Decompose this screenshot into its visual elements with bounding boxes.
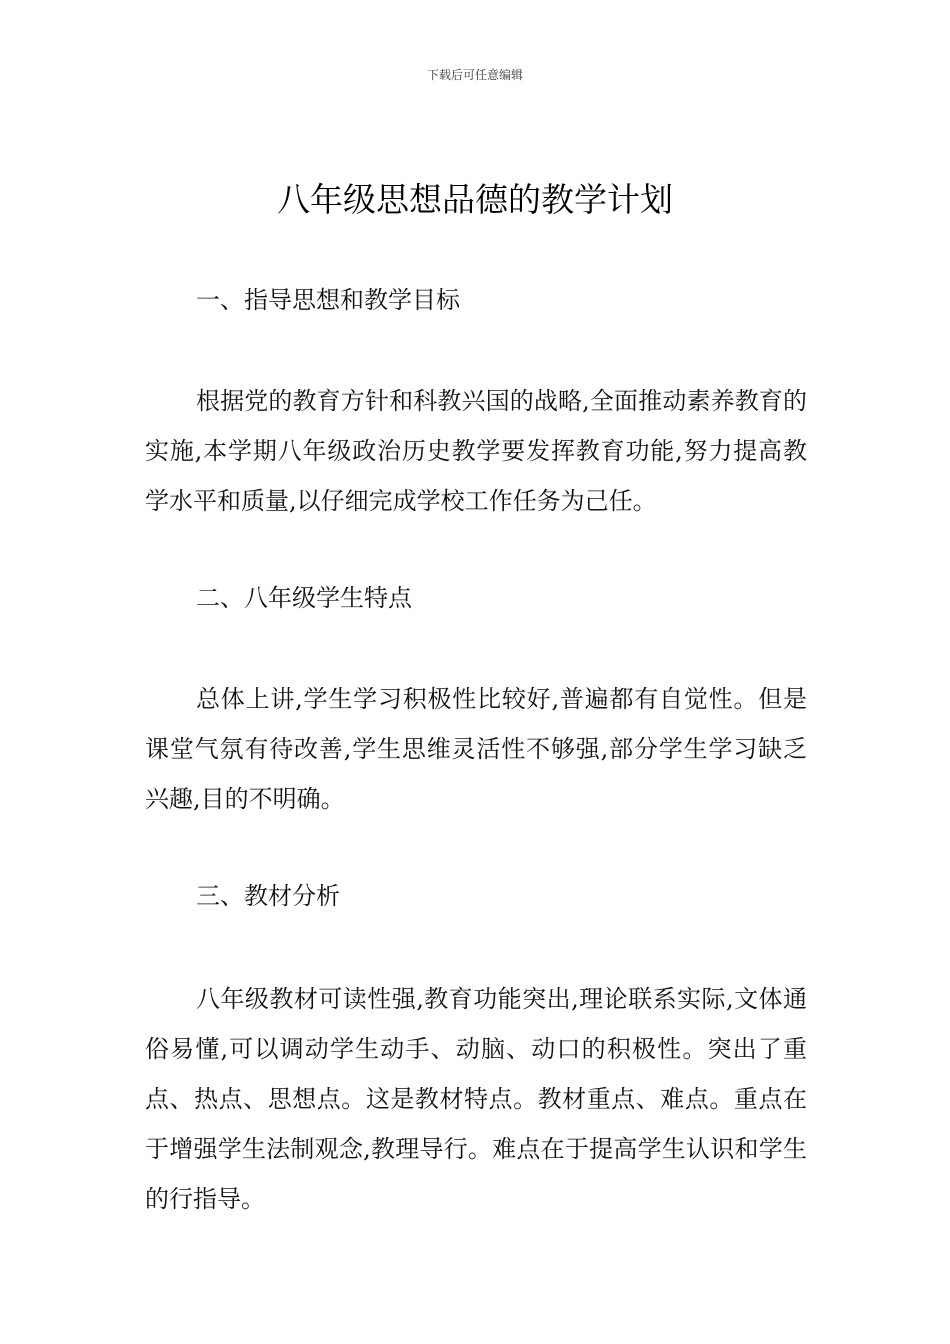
section-body-student-traits: 总体上讲,学生学习积极性比较好,普遍都有自觉性。但是课堂气氛有待改善,学生思维灵活性不够强,部分学生学习缺乏兴趣,目的不明确。 [145, 685, 807, 813]
section-body-textbook-analysis: 八年级教材可读性强,教育功能突出,理论联系实际,文体通俗易懂,可以调动学生动手、动脑、动口的积极性。突出了重点、热点、思想点。这是教材特点。教材重点、难点。重点在于增强学生法制观念,教理导行。难点在于提高学生认识和学生的行指导。 [145, 985, 807, 1213]
header-note: 下载后可任意编辑 [426, 68, 523, 82]
section-heading-guiding-ideas: 一、指导思想和教学目标 [196, 286, 460, 314]
section-heading-student-traits: 二、八年级学生特点 [196, 584, 412, 612]
section-body-guiding-ideas: 根据党的教育方针和科教兴国的战略,全面推动素养教育的实施,本学期八年级政治历史教学要发挥教育功能,努力提高教学水平和质量,以仔细完成学校工作任务为己任。 [145, 387, 807, 515]
section-heading-textbook-analysis: 三、教材分析 [196, 882, 340, 910]
document-title: 八年级思想品德的教学计划 [277, 180, 673, 219]
